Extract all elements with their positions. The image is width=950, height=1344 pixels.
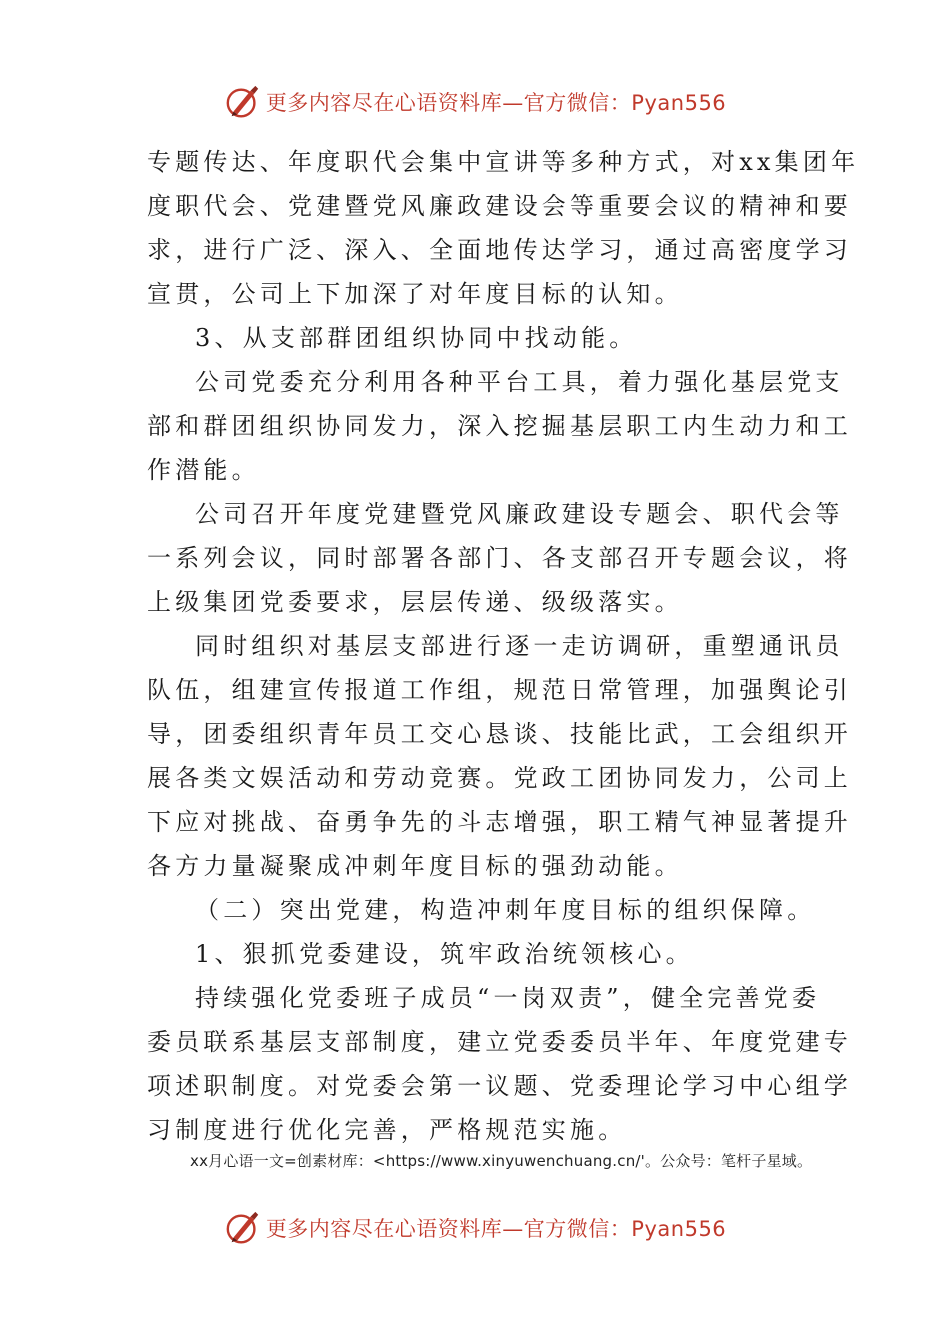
text-line: 作潜能。	[147, 456, 260, 484]
text-line: 求，进行广泛、深入、全面地传达学习，通过高密度学习	[147, 236, 852, 264]
text-line: 下应对挑战、奋勇争先的斗志增强，职工精气神显著提升	[147, 808, 852, 836]
footer-banner	[0, 1206, 950, 1250]
text-line: 公司召开年度党建暨党风廉政建设专题会、职代会等	[195, 500, 844, 528]
text-line: 一系列会议，同时部署各部门、各支部召开专题会议，将	[147, 544, 852, 572]
text-line: 1、狠抓党委建设，筑牢政治统领核心。	[195, 940, 694, 968]
text-line: 上级集团党委要求，层层传递、级级落实。	[147, 588, 683, 616]
banner-text: 更多内容尽在心语资料库—官方微信：Pyan556	[265, 1217, 727, 1241]
text-line: 各方力量凝聚成冲刺年度目标的强劲动能。	[147, 852, 683, 880]
text-line: 队伍，组建宣传报道工作组，规范日常管理，加强舆论引	[147, 676, 852, 704]
pen-seal-logo-icon	[224, 83, 262, 121]
text-line: 3、从支部群团组织协同中找动能。	[195, 324, 638, 352]
text-line: 项述职制度。对党委会第一议题、党委理论学习中心组学	[147, 1072, 852, 1100]
text-line: 部和群团组织协同发力，深入挖掘基层职工内生动力和工	[147, 412, 852, 440]
banner-text: 更多内容尽在心语资料库—官方微信：Pyan556	[265, 91, 727, 115]
header-banner	[0, 80, 950, 124]
text-line: 持续强化党委班子成员“一岗双责”，健全完善党委	[195, 984, 821, 1012]
text-line: 专题传达、年度职代会集中宣讲等多种方式，对xx集团年	[147, 148, 860, 176]
document-body	[147, 140, 860, 1152]
text-line: 宣贯，公司上下加深了对年度目标的认知。	[147, 280, 683, 308]
text-line: 度职代会、党建暨党风廉政建设会等重要会议的精神和要	[147, 192, 852, 220]
text-line: 习制度进行优化完善，严格规范实施。	[147, 1116, 627, 1144]
pen-seal-logo-icon	[224, 1209, 262, 1247]
text-line: 展各类文娱活动和劳动竞赛。党政工团协同发力，公司上	[147, 764, 852, 792]
text-line: （二）突出党建，构造冲刺年度目标的组织保障。	[195, 896, 816, 924]
text-line: 公司党委充分利用各种平台工具，着力强化基层党支	[195, 368, 844, 396]
text-line: 委员联系基层支部制度，建立党委委员半年、年度党建专	[147, 1028, 852, 1056]
footnote: xx月心语一文=创素材库：<https://www.xinyuwenchuang.cn/'。公众号：笔杆子星域。	[190, 1152, 813, 1170]
text-line: 导，团委组织青年员工交心恳谈、技能比武，工会组织开	[147, 720, 852, 748]
text-line: 同时组织对基层支部进行逐一走访调研，重塑通讯员	[195, 632, 844, 660]
